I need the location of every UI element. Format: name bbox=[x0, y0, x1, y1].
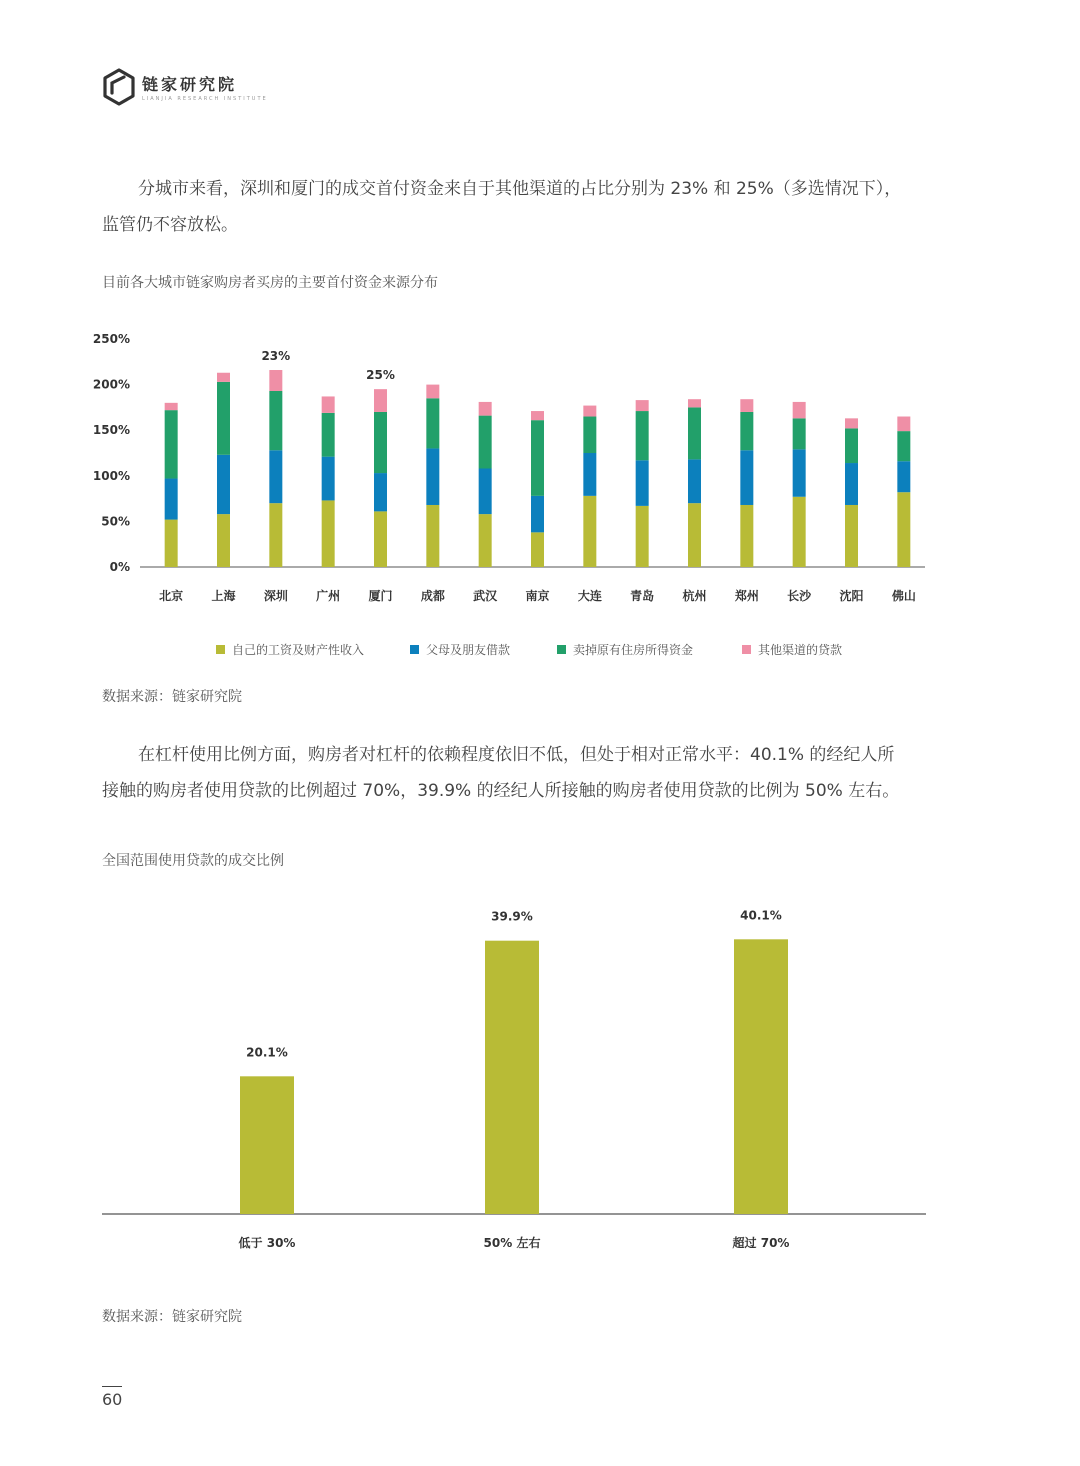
legend-swatch-green bbox=[557, 645, 566, 654]
x-tick-label: 成都 bbox=[420, 589, 445, 603]
legend-swatch-olive bbox=[216, 645, 225, 654]
logo-name: 链家研究院 bbox=[142, 75, 238, 94]
data-label: 39.9% bbox=[491, 909, 533, 924]
x-tick-label: 大连 bbox=[577, 589, 602, 603]
bar-segment bbox=[740, 505, 753, 567]
y-tick-label: 100% bbox=[92, 468, 130, 483]
chart1-caption: 目前各大城市链家购房者买房的主要首付资金来源分布 bbox=[102, 275, 438, 291]
bar-segment bbox=[479, 402, 492, 416]
legend-item-sell-house bbox=[557, 641, 693, 658]
bar-segment bbox=[583, 453, 596, 496]
bar-segment bbox=[583, 417, 596, 453]
x-tick-label: 广州 bbox=[316, 589, 341, 603]
bar-segment bbox=[636, 400, 649, 411]
bar-segment bbox=[322, 500, 335, 567]
bar bbox=[485, 941, 539, 1214]
bar-segment bbox=[636, 460, 649, 506]
legend-item-family-loan bbox=[410, 641, 510, 658]
bar bbox=[240, 1076, 294, 1214]
y-tick-label: 250% bbox=[92, 332, 130, 346]
bar-segment bbox=[479, 469, 492, 515]
bar-segment bbox=[426, 398, 439, 448]
y-tick-label: 50% bbox=[101, 514, 130, 529]
bar-segment bbox=[374, 511, 387, 567]
bar-segment bbox=[845, 463, 858, 505]
bar-segment bbox=[426, 505, 439, 567]
bar-segment bbox=[688, 399, 701, 407]
bar-segment bbox=[165, 479, 178, 520]
bar-segment bbox=[793, 418, 806, 449]
paragraph-leverage-line2: 接触的购房者使用贷款的比例超过 70%，39.9% 的经纪人所接触的购房者使用贷款的比例为 50% 左右。 bbox=[102, 781, 900, 801]
bar-segment bbox=[426, 385, 439, 399]
bar-segment bbox=[740, 412, 753, 450]
bar-segment bbox=[897, 461, 910, 492]
bar-segment bbox=[740, 399, 753, 412]
x-tick-label: 长沙 bbox=[787, 589, 812, 603]
chart2-caption: 全国范围使用贷款的成交比例 bbox=[102, 853, 284, 869]
page-number-rule bbox=[102, 1386, 122, 1387]
x-tick-label: 上海 bbox=[211, 589, 236, 603]
x-tick-label: 50% 左右 bbox=[483, 1236, 541, 1250]
bar-segment bbox=[531, 411, 544, 420]
bar-segment bbox=[583, 496, 596, 567]
bar-segment bbox=[269, 370, 282, 391]
source-note-1: 数据来源：链家研究院 bbox=[102, 689, 242, 705]
bar-segment bbox=[793, 402, 806, 418]
bar-segment bbox=[217, 373, 230, 382]
bar-segment bbox=[688, 459, 701, 503]
bar-segment bbox=[740, 450, 753, 505]
data-label: 23% bbox=[261, 349, 291, 364]
source-note-2: 数据来源：链家研究院 bbox=[102, 1309, 242, 1325]
bar-segment bbox=[531, 496, 544, 532]
bar-segment bbox=[845, 428, 858, 463]
x-tick-label: 青岛 bbox=[630, 589, 655, 603]
bar-segment bbox=[165, 410, 178, 478]
x-tick-label: 沈阳 bbox=[839, 589, 864, 603]
legend-label: 自己的工资及财产性收入 bbox=[232, 643, 365, 657]
legend-label: 其他渠道的贷款 bbox=[758, 643, 843, 657]
paragraph-leverage-line1: 在杠杆使用比例方面，购房者对杠杆的依赖程度依旧不低，但处于相对正常水平：40.1% 的经纪人所 bbox=[138, 745, 895, 765]
x-tick-label: 深圳 bbox=[263, 589, 288, 603]
bar-segment bbox=[322, 396, 335, 412]
y-tick-label: 0% bbox=[109, 560, 130, 574]
bar-segment bbox=[322, 457, 335, 501]
legend-swatch-pink bbox=[742, 645, 751, 654]
x-tick-label: 杭州 bbox=[682, 589, 707, 603]
x-tick-label: 低于 30% bbox=[238, 1236, 296, 1250]
bar-segment bbox=[217, 455, 230, 514]
bar-segment bbox=[897, 492, 910, 567]
bar-segment bbox=[897, 417, 910, 432]
x-tick-label: 武汉 bbox=[473, 589, 498, 603]
bar-segment bbox=[269, 450, 282, 503]
x-tick-label: 厦门 bbox=[368, 589, 393, 603]
paragraph-leverage bbox=[102, 737, 932, 809]
bar-segment bbox=[793, 449, 806, 496]
bar-segment bbox=[426, 448, 439, 505]
bar-segment bbox=[531, 532, 544, 567]
bar bbox=[734, 939, 788, 1214]
bar-segment bbox=[793, 497, 806, 567]
bar-segment bbox=[322, 413, 335, 457]
y-tick-label: 200% bbox=[92, 377, 130, 392]
x-tick-label: 郑州 bbox=[734, 589, 759, 603]
stacked-bar-chart bbox=[0, 0, 1080, 630]
x-tick-label: 佛山 bbox=[891, 589, 916, 603]
legend-swatch-blue bbox=[410, 645, 419, 654]
page-number: 60 bbox=[102, 1390, 123, 1409]
bar-segment bbox=[583, 406, 596, 417]
bar-segment bbox=[217, 382, 230, 455]
chart1-legend bbox=[0, 641, 1080, 657]
x-tick-label: 超过 70% bbox=[732, 1236, 790, 1250]
bar-segment bbox=[165, 403, 178, 410]
bar-segment bbox=[479, 514, 492, 567]
bar-segment bbox=[374, 473, 387, 511]
paragraph-intro-line1: 分城市来看，深圳和厦门的成交首付资金来自于其他渠道的占比分别为 23% 和 25%（多选情况下）， bbox=[138, 179, 902, 199]
bar-segment bbox=[845, 418, 858, 428]
data-label: 25% bbox=[366, 368, 395, 383]
bar-segment bbox=[479, 416, 492, 469]
data-label: 20.1% bbox=[246, 1045, 288, 1060]
bar-segment bbox=[636, 506, 649, 567]
bar-segment bbox=[165, 520, 178, 567]
bar-segment bbox=[217, 514, 230, 567]
bar-segment bbox=[374, 412, 387, 473]
bar-segment bbox=[636, 411, 649, 460]
bar-segment bbox=[688, 407, 701, 459]
paragraph-intro-line2: 监管仍不容放松。 bbox=[102, 215, 238, 235]
logo-subtitle: LIANJIA RESEARCH INSTITUTE bbox=[142, 96, 268, 102]
bar-segment bbox=[845, 505, 858, 567]
data-label: 40.1% bbox=[740, 908, 782, 923]
legend-label: 父母及朋友借款 bbox=[426, 643, 511, 657]
x-tick-label: 北京 bbox=[159, 589, 184, 603]
bar-segment bbox=[269, 503, 282, 567]
legend-item-other-loan bbox=[742, 641, 842, 658]
legend-label: 卖掉原有住房所得资金 bbox=[573, 643, 694, 657]
y-tick-label: 150% bbox=[92, 423, 130, 438]
bar-segment bbox=[374, 389, 387, 412]
x-tick-label: 南京 bbox=[525, 589, 550, 603]
bar-segment bbox=[688, 503, 701, 567]
bar-segment bbox=[269, 391, 282, 450]
legend-item-own-income bbox=[216, 641, 364, 658]
bar-segment bbox=[531, 420, 544, 496]
bar-segment bbox=[897, 431, 910, 461]
